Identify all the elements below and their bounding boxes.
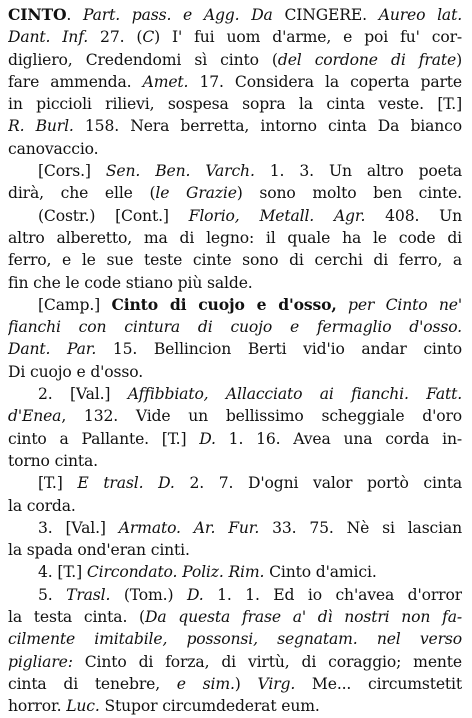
italic-text: per Cinto ne' (336, 295, 462, 314)
text-line (8, 628, 462, 650)
italic-text: del cordone di frate (277, 50, 457, 69)
text-run: 4. [T.] (38, 563, 87, 582)
text-run: Cinto di forza, di virtù, di coraggio; mente (72, 652, 462, 671)
text-run: ) (456, 50, 462, 69)
text-line (8, 695, 462, 717)
text-run: . (362, 6, 379, 24)
italic-text: Virg. (257, 674, 296, 693)
text-run: , 132. Vide un bellissimo scheggiale d'oro (61, 407, 462, 426)
text-line (8, 205, 462, 227)
headword-text: Cinto di cuojo e d'osso, (111, 294, 337, 314)
text-run: (Costr.) [Cont.] (38, 206, 189, 225)
text-run: digliero, Credendomi sì cinto ( (8, 50, 278, 69)
text-run: 15. Bellincion Berti vid'io andar cinto (96, 340, 462, 359)
italic-text: Amet. (142, 72, 189, 91)
italic-text: Circondato. Poliz. Rim. (86, 563, 265, 582)
italic-text: Armato. Ar. Fur. (118, 518, 260, 537)
text-line (8, 495, 462, 517)
text-run: horror. (8, 697, 67, 716)
text-line (8, 26, 462, 48)
italic-text: Dant. Par. (8, 340, 97, 359)
italic-text: Affibbiato, Allacciato ai fianchi. Fatt. (127, 385, 462, 404)
text-line (8, 338, 462, 360)
italic-text: cilmente imitabile, possonsi, segnatam. nel verso (8, 630, 462, 649)
text-line (8, 561, 462, 583)
text-run: altro alberetto, ma di legno: il quale ha le code di (8, 228, 462, 247)
text-run: in piccioli rilievi, sospesa sopra la cinta veste. [T.] (8, 95, 462, 114)
text-run: [T.] (38, 474, 78, 493)
text-run: la spada ond'eran cinti. (8, 541, 190, 560)
italic-text: Part. pass. e Agg. Da (82, 6, 285, 24)
text-line (8, 115, 462, 137)
italic-text: Aureo lat. (378, 6, 462, 24)
text-run: 408. Un (365, 206, 462, 225)
text-run: cinta di tenebre, (8, 674, 177, 693)
text-line (8, 49, 462, 71)
text-line (8, 383, 462, 405)
italic-text: C (142, 28, 155, 47)
text-line (8, 272, 462, 294)
text-run: [Cors.] (38, 162, 106, 181)
text-run: fare ammenda. (8, 72, 143, 91)
italic-text: Dant. Inf. (8, 28, 89, 47)
italic-text: d'Enea (8, 407, 62, 426)
text-run: 5. (38, 585, 67, 604)
text-run: 27. ( (88, 28, 143, 47)
text-line (8, 138, 462, 160)
text-line (8, 160, 462, 182)
text-line (8, 182, 462, 204)
text-run: [Camp.] (38, 295, 112, 314)
text-line (8, 227, 462, 249)
text-line (8, 450, 462, 472)
text-line (8, 249, 462, 271)
italic-text: D. (199, 429, 216, 448)
text-run: la corda. (8, 496, 76, 515)
text-run: cinto a Pallante. [T.] (8, 429, 200, 448)
text-line (8, 294, 462, 316)
text-run: 3. [Val.] (38, 518, 119, 537)
text-line (8, 584, 462, 606)
text-run: . (66, 6, 83, 24)
text-run: Stupor circumdederat eum. (99, 697, 320, 716)
text-run: Di cuojo e d'osso. (8, 362, 144, 381)
text-line (8, 539, 462, 561)
text-run: 2. 7. D'ogni valor portò cinta (174, 474, 462, 493)
text-run: canovaccio. (8, 139, 99, 158)
text-run: 33. 75. Nè si lascian (259, 518, 462, 537)
text-run: la testa cinta. ( (8, 608, 145, 627)
text-line (8, 405, 462, 427)
text-run: torno cinta. (8, 451, 98, 470)
text-run: ferro, e le sue teste cinte sono di cerchi di ferro, a (8, 251, 462, 270)
text-run: 1. 16. Avea una corda in- (215, 429, 462, 448)
text-line (8, 472, 462, 494)
headword-text: CINTO (8, 5, 67, 24)
italic-text: D. (186, 585, 204, 604)
text-run: 17. Considera la coperta parte (188, 72, 462, 91)
text-run: 158. Nera berretta, intorno cinta Da bianco (73, 117, 462, 136)
text-run: (Tom.) (110, 585, 187, 604)
text-line (8, 71, 462, 93)
italic-text: pigliare: (8, 652, 73, 671)
text-line (8, 361, 462, 383)
italic-text: Trasl. (66, 585, 111, 604)
italic-text: Florio, Metall. Agr. (188, 206, 366, 225)
text-run: 1. 1. Ed io ch'avea d'orror (203, 585, 462, 604)
italic-text: le Grazie (155, 184, 237, 203)
text-line (8, 517, 462, 539)
italic-text: E trasl. D. (77, 474, 175, 493)
text-line (8, 428, 462, 450)
italic-text: e sim. (176, 674, 235, 693)
text-run: Cinto d'amici. (264, 563, 377, 582)
text-run: dirà, che elle ( (8, 184, 156, 203)
italic-text: fianchi con cintura di cuojo e fermaglio d'osso. (8, 318, 462, 337)
text-line (8, 651, 462, 673)
italic-text: Luc. (66, 697, 100, 716)
text-run: fin che le code stiano più salde. (8, 273, 253, 292)
text-run: 2. [Val.] (38, 385, 128, 404)
text-run: 1. 3. Un altro poeta (254, 162, 462, 181)
text-line (8, 4, 462, 26)
text-line (8, 316, 462, 338)
text-run: ) sono molto ben cinte. (236, 184, 462, 203)
italic-text: Sen. Ben. Varch. (105, 162, 255, 181)
dictionary-entry-cinto (8, 4, 462, 718)
text-line (8, 93, 462, 115)
text-run: Me... circumstetit (295, 674, 462, 693)
text-run: ) (234, 674, 258, 693)
italic-text: R. Burl. (8, 117, 74, 136)
text-run: ) I' fui uom d'arme, e poi fu' cor- (154, 28, 462, 47)
text-line (8, 673, 462, 695)
italic-text: Da questa frase a' dì nostri non fa- (144, 608, 462, 627)
text-run: CINGERE (284, 6, 363, 24)
text-line (8, 606, 462, 628)
